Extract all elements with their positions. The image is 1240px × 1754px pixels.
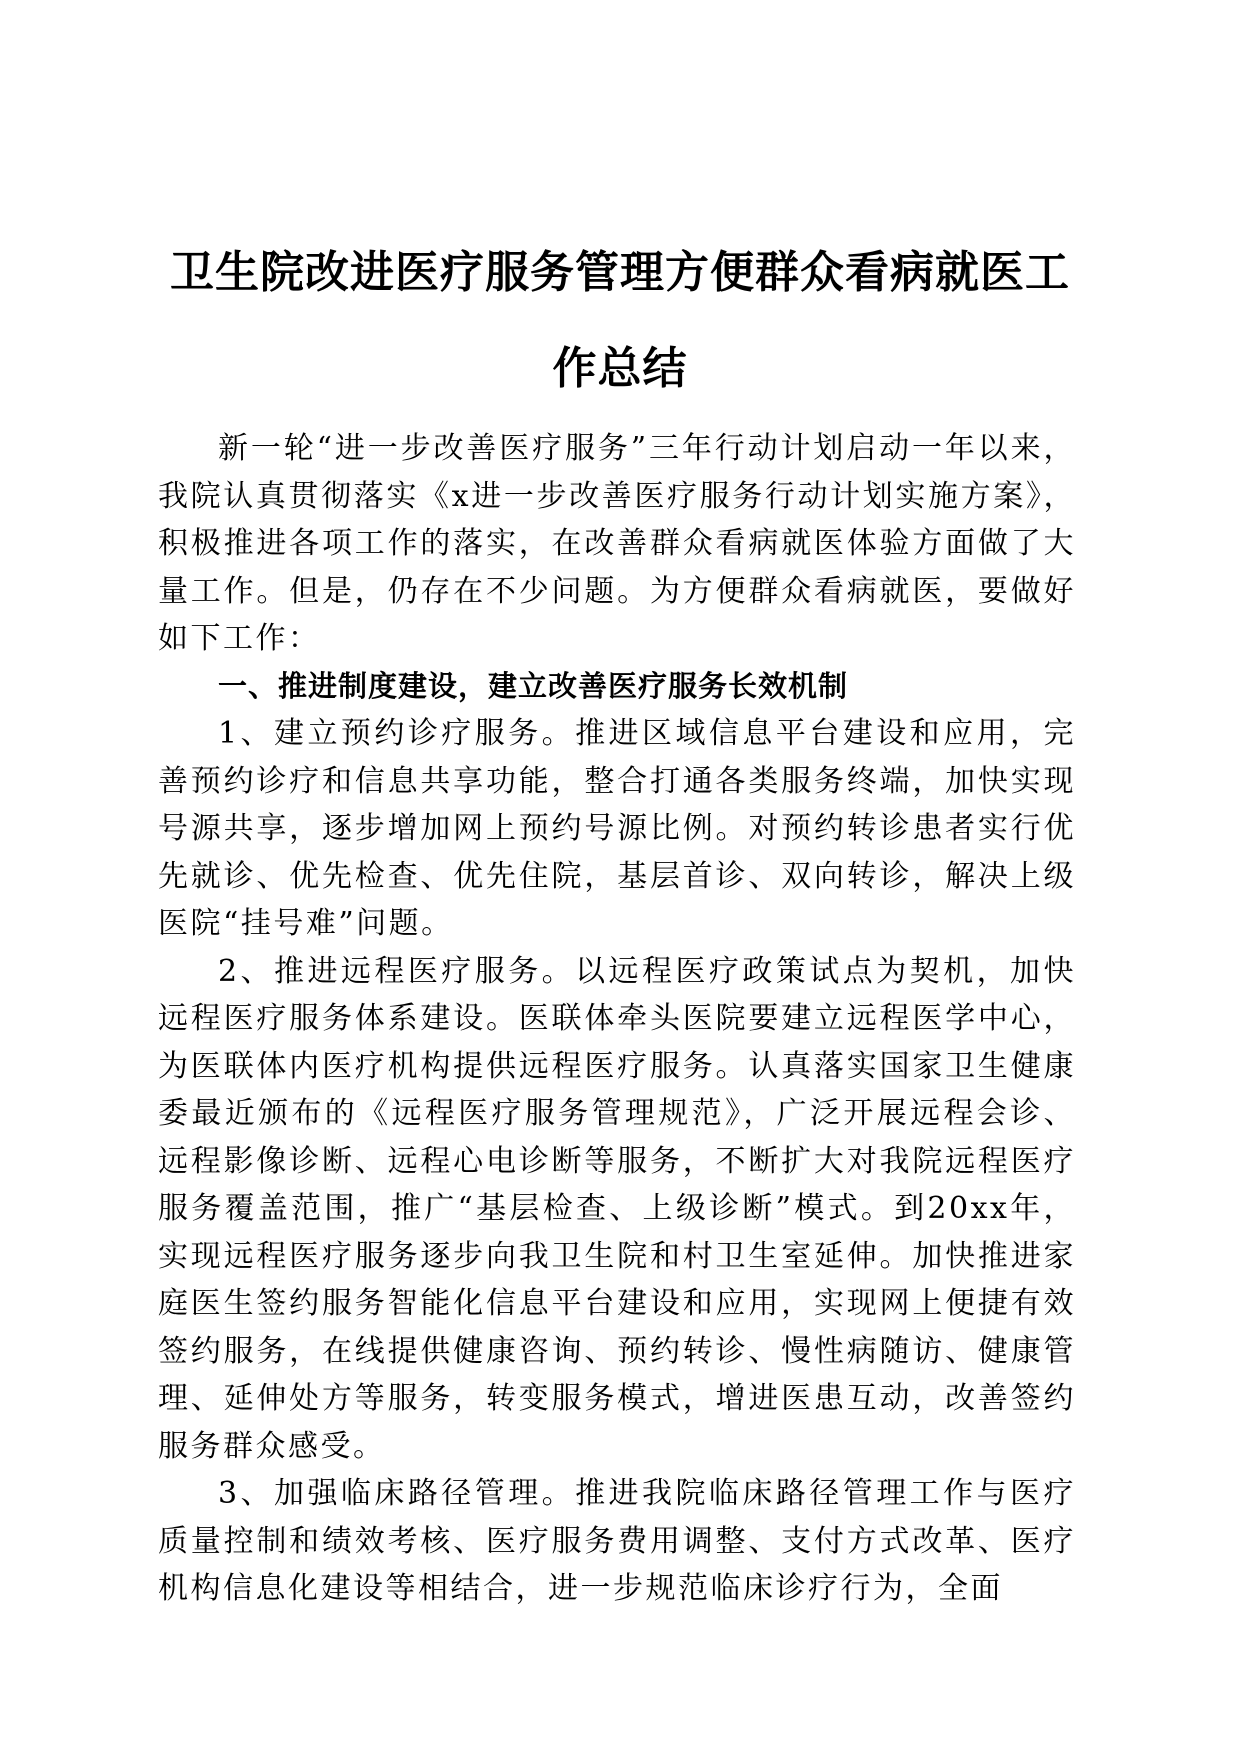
document-body xyxy=(158,425,1076,1613)
title-block xyxy=(150,225,1090,417)
item-paragraph-2: 2、推进远程医疗服务。以远程医疗政策试点为契机，加快远程医疗服务体系建设。医联体牵头医院要建立远程医学中心，为医联体内医疗机构提供远程医疗服务。认真落实国家卫生健康委最近颁布的《远程医疗服务管理规范》，广泛开展远程会诊、远程影像诊断、远程心电诊断等服务，不断扩大对我院远程医疗服务覆盖范围，推广“基层检查、上级诊断”模式。到20xx年，实现远程医疗服务逐步向我卫生院和村卫生室延伸。加快推进家庭医生签约服务智能化信息平台建设和应用，实现网上便捷有效签约服务，在线提供健康咨询、预约转诊、慢性病随访、健康管理、延伸处方等服务，转变服务模式，增进医患互动，改善签约服务群众感受。 xyxy=(158,953,1076,1464)
document-title-line-2: 作总结 xyxy=(552,343,688,394)
item-paragraph-3: 3、加强临床路径管理。推进我院临床路径管理工作与医疗质量控制和绩效考核、医疗服务费用调整、支付方式改革、医疗机构信息化建设等相结合，进一步规范临床诊疗行为，全面 xyxy=(158,1476,1076,1606)
item-paragraph-1: 1、建立预约诊疗服务。推进区域信息平台建设和应用，完善预约诊疗和信息共享功能，整合打通各类服务终端，加快实现号源共享，逐步增加网上预约号源比例。对预约转诊患者实行优先就诊、优先检查、优先住院，基层首诊、双向转诊，解决上级医院“挂号难”问题。 xyxy=(158,716,1076,941)
intro-paragraph: 新一轮“进一步改善医疗服务”三年行动计划启动一年以来，我院认真贯彻落实《x进一步改善医疗服务行动计划实施方案》，积极推进各项工作的落实，在改善群众看病就医体验方面做了大量工作。但是，仍存在不少问题。为方便群众看病就医，要做好如下工作： xyxy=(158,431,1076,656)
section-heading-1: 一、推进制度建设，建立改善医疗服务长效机制 xyxy=(218,668,849,703)
document-title-line-1: 卫生院改进医疗服务管理方便群众看病就医工 xyxy=(170,247,1070,298)
